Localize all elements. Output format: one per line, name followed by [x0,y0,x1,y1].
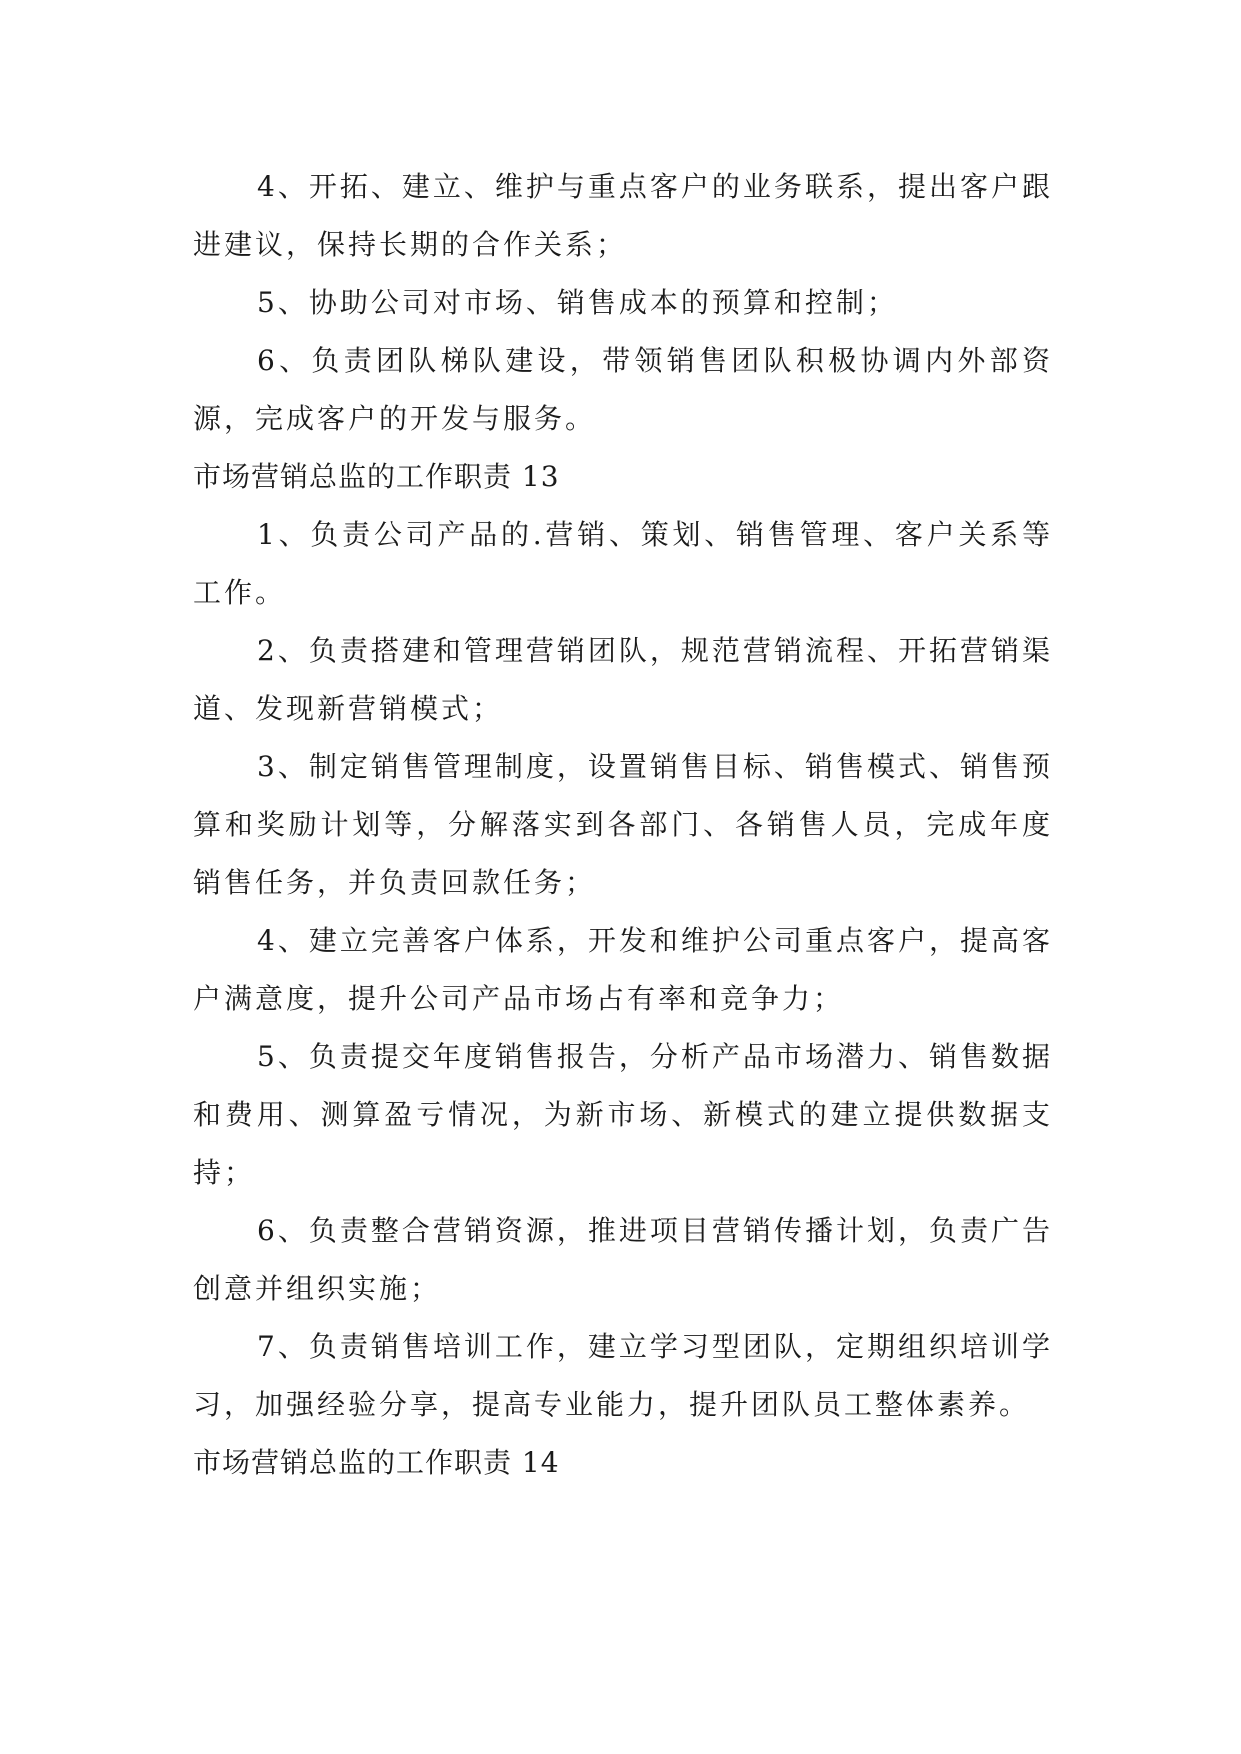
paragraph-item-3-sales-system: 3、制定销售管理制度，设置销售目标、销售模式、销售预算和奖励计划等，分解落实到各部门、各销售人员，完成年度销售任务，并负责回款任务； [193,750,1053,899]
paragraph-item-4-customer-system: 4、建立完善客户体系，开发和维护公司重点客户，提高客户满意度，提升公司产品市场占有率和竞争力； [193,924,1053,1015]
paragraph-item-7-training: 7、负责销售培训工作，建立学习型团队，定期组织培训学习，加强经验分享，提高专业能力，提升团队员工整体素养。 [193,1330,1053,1421]
section-heading-14: 市场营销总监的工作职责 14 [193,1446,560,1479]
paragraph-item-6-team: 6、负责团队梯队建设，带领销售团队积极协调内外部资源，完成客户的开发与服务。 [193,344,1053,435]
paragraph-item-5-sales-report: 5、负责提交年度销售报告，分析产品市场潜力、销售数据和费用、测算盈亏情况，为新市场、新模式的建立提供数据支持； [193,1040,1053,1189]
paragraph-item-2-team-building: 2、负责搭建和管理营销团队，规范营销流程、开拓营销渠道、发现新营销模式； [193,634,1053,725]
document-page [193,158,1053,1492]
paragraph-item-5-budget: 5、协助公司对市场、销售成本的预算和控制； [257,286,898,319]
section-heading-13: 市场营销总监的工作职责 13 [193,460,560,493]
paragraph-item-1-marketing: 1、负责公司产品的.营销、策划、销售管理、客户关系等工作。 [193,518,1053,609]
paragraph-item-4-contacts: 4、开拓、建立、维护与重点客户的业务联系，提出客户跟进建议，保持长期的合作关系； [193,170,1053,261]
paragraph-item-6-resources: 6、负责整合营销资源，推进项目营销传播计划，负责广告创意并组织实施； [193,1214,1053,1305]
